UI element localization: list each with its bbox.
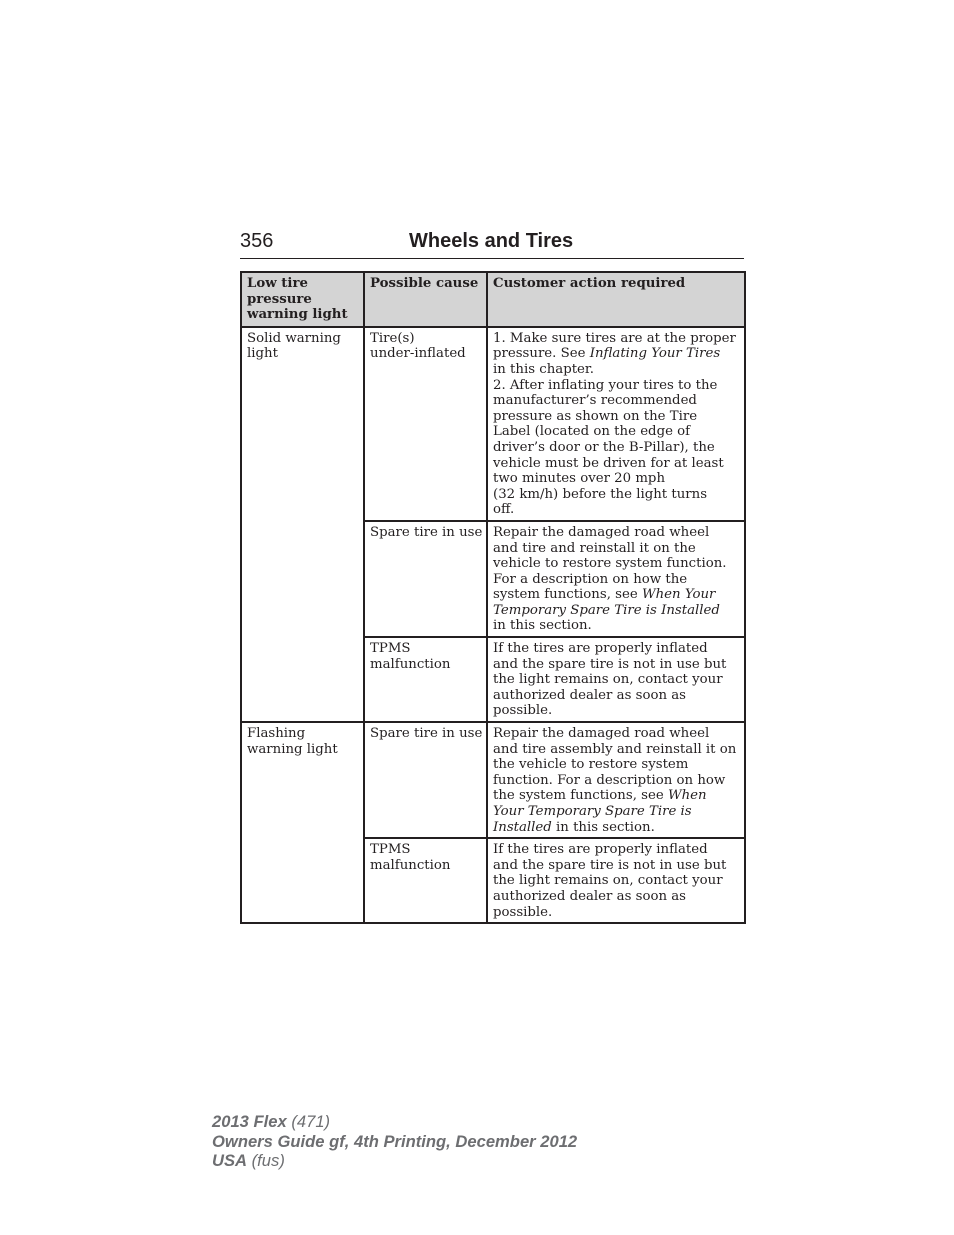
cell-line <box>493 587 742 603</box>
cell-line: warning light <box>247 741 338 757</box>
header-rule <box>240 258 744 259</box>
header-line: pressure <box>247 291 312 307</box>
cross-reference: Inflating Your Tires <box>589 346 721 362</box>
cell-line: Solid warning <box>247 330 341 346</box>
cell-line: authorized dealer as soon as <box>493 888 686 904</box>
cell-line: Flashing <box>247 726 306 742</box>
cell-line: the vehicle to restore system <box>493 757 689 773</box>
cross-reference: Your Temporary Spare Tire is <box>493 804 692 819</box>
cross-reference: Temporary Spare Tire is Installed <box>493 602 720 618</box>
cell-line: TPMS <box>370 641 411 657</box>
cell-text: pressure. See <box>493 346 590 362</box>
cell-line: manufacturer’s recommended <box>493 393 697 409</box>
cell-line <box>493 788 742 804</box>
header-line: warning light <box>247 307 348 323</box>
header-possible-cause <box>364 272 487 327</box>
cross-reference: When Your <box>641 587 716 603</box>
action-spare-tire <box>487 722 745 838</box>
action-underinflated <box>487 327 745 521</box>
cell-line: vehicle to restore system function. <box>493 556 727 572</box>
cell-line: malfunction <box>370 857 451 873</box>
action-tpms-malfunction <box>487 637 745 722</box>
cell-line: 2. After inflating your tires to the <box>493 377 718 393</box>
cause-spare-tire <box>364 521 487 637</box>
cell-text: the system functions, see <box>493 788 668 804</box>
cell-line: Repair the damaged road wheel <box>493 726 710 742</box>
header-line: Customer action required <box>493 276 686 291</box>
cell-line: the light remains on, contact your <box>493 873 723 889</box>
cell-line: Tire(s) <box>370 330 415 346</box>
cell-line: Spare tire in use <box>370 726 483 742</box>
section-title: Wheels and Tires <box>409 230 574 252</box>
action-spare-tire <box>487 521 745 637</box>
cell-line <box>493 603 742 619</box>
cell-line: malfunction <box>370 656 451 672</box>
cell-line: in this section. <box>493 618 592 634</box>
cause-tpms-malfunction <box>364 637 487 722</box>
cell-line: For a description on how the <box>493 571 688 587</box>
header-customer-action <box>487 272 745 327</box>
cell-line: driver’s door or the B-Pillar), the <box>493 439 715 455</box>
header-line: Low tire <box>247 276 308 291</box>
cell-text: system functions, see <box>493 587 642 603</box>
cell-line: 1. Make sure tires are at the proper <box>493 330 736 346</box>
indicator-solid <box>241 327 364 722</box>
page-number: 356 <box>240 230 274 252</box>
cell-line: TPMS <box>370 842 411 858</box>
cell-line: off. <box>493 502 515 518</box>
document-footer <box>212 1112 577 1171</box>
footer-line <box>212 1151 577 1171</box>
action-tpms-malfunction <box>487 838 745 923</box>
footer-model: 2013 Flex <box>212 1112 287 1131</box>
cell-line: Repair the damaged road wheel <box>493 524 710 540</box>
cell-line: If the tires are properly inflated <box>493 641 708 657</box>
footer-market-code: (fus) <box>247 1151 285 1170</box>
footer-line <box>212 1112 577 1132</box>
table-row <box>241 722 745 838</box>
cell-line: and the spare tire is not in use but <box>493 656 727 672</box>
table-row <box>241 327 745 521</box>
cell-line: and the spare tire is not in use but <box>493 857 727 873</box>
cell-line: authorized dealer as soon as <box>493 687 686 703</box>
cell-line: possible. <box>493 904 553 920</box>
cell-line: (32 km/h) before the light turns <box>493 486 708 502</box>
footer-line: Owners Guide gf, 4th Printing, December 2012 <box>212 1131 578 1151</box>
cross-reference: Installed <box>493 819 552 835</box>
cell-line: vehicle must be driven for at least <box>493 455 724 471</box>
cell-line: function. For a description on how <box>493 772 726 788</box>
cell-text: in this section. <box>551 819 655 835</box>
cell-line: pressure as shown on the Tire <box>493 408 698 424</box>
footer-market: USA <box>212 1151 248 1170</box>
cell-line: and tire and reinstall it on the <box>493 540 696 556</box>
cell-line: and tire assembly and reinstall it on <box>493 741 737 757</box>
cause-spare-tire <box>364 722 487 838</box>
cell-line: two minutes over 20 mph <box>493 471 666 487</box>
cell-line <box>493 346 742 362</box>
cell-line: Label (located on the edge of <box>493 424 691 440</box>
header-warning-light <box>241 272 364 327</box>
header-line: Possible cause <box>370 276 479 291</box>
cell-line: the light remains on, contact your <box>493 672 723 688</box>
cause-underinflated <box>364 327 487 521</box>
cell-line: If the tires are properly inflated <box>493 842 708 858</box>
cell-line: Spare tire in use <box>370 524 483 540</box>
cause-tpms-malfunction <box>364 838 487 923</box>
cross-reference: When <box>667 788 707 804</box>
cell-line: possible. <box>493 703 553 719</box>
cell-line <box>493 804 742 820</box>
tpms-warning-table <box>240 271 746 924</box>
cell-line: under-inflated <box>370 346 466 362</box>
cell-line <box>493 820 742 836</box>
table-header-row <box>241 272 745 327</box>
cell-line: in this chapter. <box>493 361 595 377</box>
indicator-flashing <box>241 722 364 923</box>
cell-line: light <box>247 346 278 362</box>
footer-model-code: (471) <box>286 1112 331 1131</box>
